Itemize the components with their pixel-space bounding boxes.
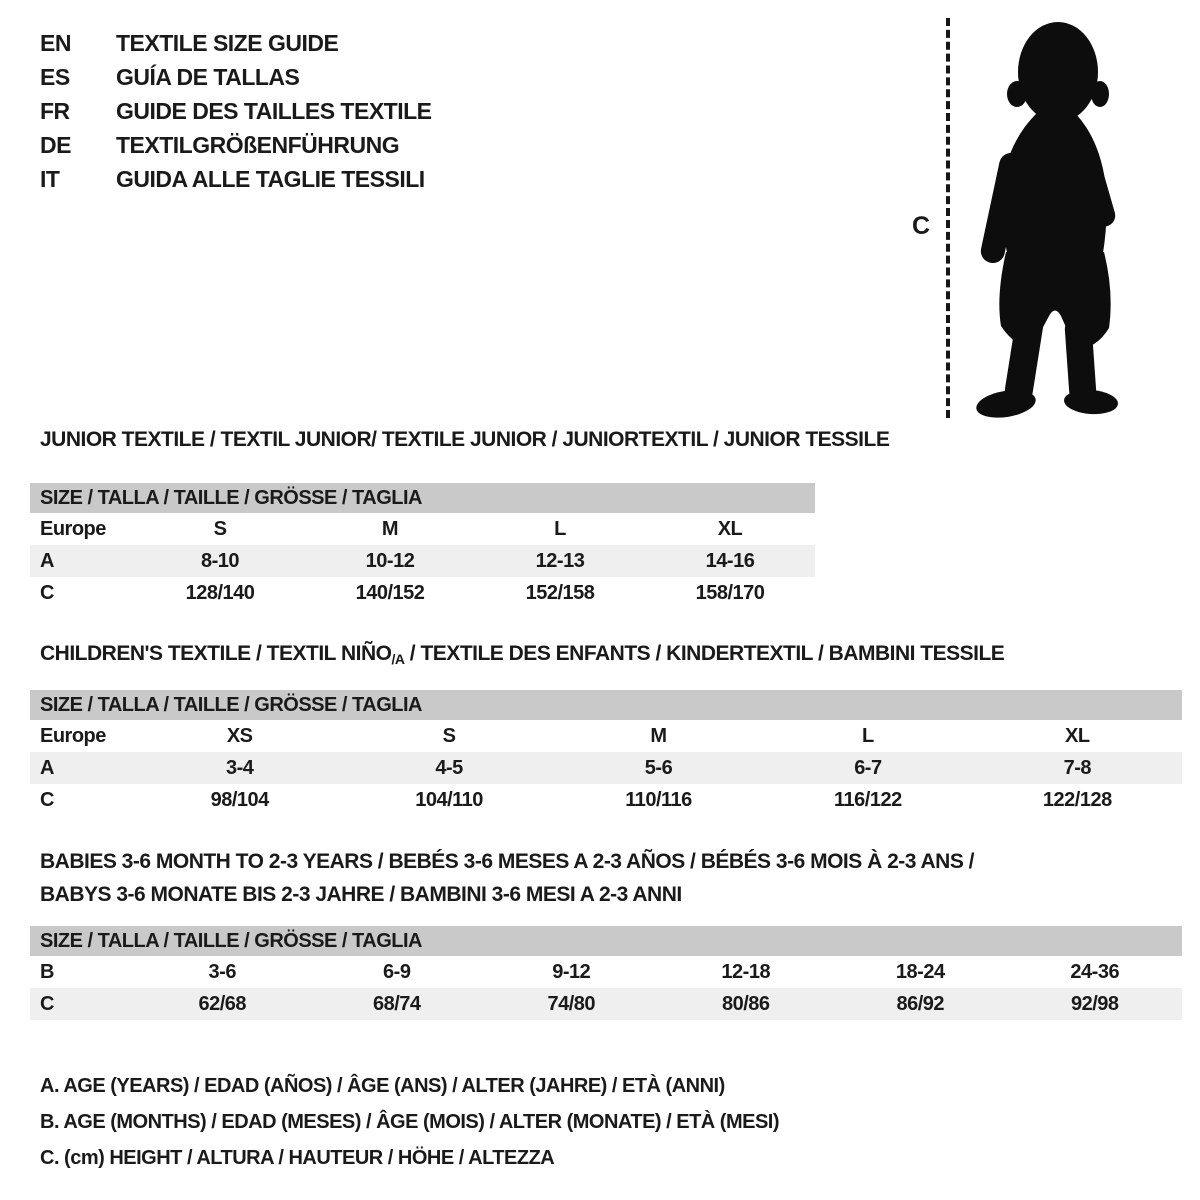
language-code: EN [40, 29, 71, 56]
table-cell: 128/140 [185, 581, 255, 604]
table-cell: 80/86 [721, 992, 770, 1015]
table-row [30, 752, 1182, 784]
children-title-sub: /A [391, 651, 405, 667]
table-cell: M [650, 724, 667, 747]
table-row [30, 720, 1182, 752]
table-cell: 152/158 [525, 581, 595, 604]
table-cell: 7-8 [1063, 756, 1091, 779]
babies-section-title-line2: BABYS 3-6 MONATE BIS 2-3 JAHRE / BAMBINI 3-6 MESI A 2-3 ANNI [40, 883, 682, 906]
table-cell: S [442, 724, 456, 747]
legend-line-b: B. AGE (MONTHS) / EDAD (MESES) / ÂGE (MOIS) / ALTER (MONATE) / ETÀ (MESI) [40, 1110, 780, 1133]
table-cell: 68/74 [372, 992, 421, 1015]
table-cell: L [862, 724, 874, 747]
table-cell: 116/122 [834, 788, 902, 811]
junior-size-table [30, 483, 815, 609]
table-cell: 62/68 [198, 992, 247, 1015]
row-label: C [40, 992, 54, 1015]
table-cell: 10-12 [365, 549, 415, 572]
row-label: A [40, 756, 54, 779]
language-title: GUIDE DES TAILLES TEXTILE [116, 97, 432, 124]
language-row-fr [40, 94, 432, 128]
table-cell: 8-10 [200, 549, 240, 572]
table-row [30, 513, 815, 545]
table-cell: S [213, 517, 227, 540]
table-cell: 92/98 [1070, 992, 1119, 1015]
table-row [30, 956, 1182, 988]
table-cell: XS [226, 724, 253, 747]
table-cell: 122/128 [1042, 788, 1112, 811]
language-code: FR [40, 97, 70, 124]
language-code: ES [40, 63, 70, 90]
row-label: C [40, 788, 54, 811]
language-code: DE [40, 131, 71, 158]
row-label: B [40, 960, 54, 983]
measurement-legend [40, 1068, 779, 1176]
table-cell: 74/80 [547, 992, 596, 1015]
table-row [30, 988, 1182, 1020]
table-cell: 110/116 [625, 788, 692, 811]
legend-line-c: C. (cm) HEIGHT / ALTURA / HAUTEUR / HÖHE / ALTEZZA [40, 1146, 555, 1169]
language-row-en [40, 26, 432, 60]
table-cell: L [554, 517, 566, 540]
language-row-it [40, 162, 432, 196]
toddler-silhouette-icon [960, 14, 1145, 419]
table-cell: M [381, 517, 399, 540]
children-size-header-bar: SIZE / TALLA / TAILLE / GRÖSSE / TAGLIA [30, 690, 1182, 720]
row-label: A [40, 549, 54, 572]
babies-size-table [30, 926, 1182, 1020]
language-title: GUIDA ALLE TAGLIE TESSILI [116, 165, 425, 192]
table-cell: 140/152 [355, 581, 425, 604]
table-cell: 9-12 [552, 960, 591, 983]
table-cell: 14-16 [705, 549, 755, 572]
height-measure-label: C [912, 212, 931, 240]
table-cell: XL [1065, 724, 1090, 747]
table-cell: 98/104 [210, 788, 269, 811]
table-cell: XL [717, 517, 743, 540]
table-cell: 104/110 [415, 788, 483, 811]
language-list [40, 26, 432, 196]
children-size-table [30, 690, 1182, 816]
table-row [30, 545, 815, 577]
language-code: IT [40, 165, 60, 192]
table-cell: 3-4 [225, 756, 254, 779]
table-row [30, 784, 1182, 816]
junior-section-title: JUNIOR TEXTILE / TEXTIL JUNIOR/ TEXTILE JUNIOR / JUNIORTEXTIL / JUNIOR TESSILE [40, 428, 890, 451]
table-cell: 6-7 [854, 756, 882, 779]
row-label: Europe [40, 517, 106, 540]
language-row-es [40, 60, 432, 94]
table-cell: 18-24 [895, 960, 945, 983]
row-label: Europe [40, 724, 106, 747]
language-title: TEXTILE SIZE GUIDE [116, 29, 339, 56]
language-title: TEXTILGRÖßENFÜHRUNG [116, 131, 400, 158]
children-title-post: / TEXTILE DES ENFANTS / KINDERTEXTIL / BAMBINI TESSILE [404, 642, 1005, 665]
height-dashed-line [946, 18, 950, 418]
table-cell: 5-6 [644, 756, 673, 779]
table-cell: 24-36 [1070, 960, 1120, 983]
table-cell: 4-5 [435, 756, 463, 779]
table-cell: 12-13 [535, 549, 585, 572]
table-cell: 158/170 [695, 581, 765, 604]
table-cell: 6-9 [383, 960, 411, 983]
table-row [30, 577, 815, 609]
children-section-title [40, 642, 1004, 667]
babies-section-title-line1: BABIES 3-6 MONTH TO 2-3 YEARS / BEBÉS 3-6 MESES A 2-3 AÑOS / BÉBÉS 3-6 MOIS À 2-3 ANS / [40, 850, 975, 873]
language-row-de [40, 128, 432, 162]
table-cell: 86/92 [896, 992, 945, 1015]
children-title-pre: CHILDREN'S TEXTILE / TEXTIL NIÑO [40, 642, 392, 665]
legend-line-a: A. AGE (YEARS) / EDAD (AÑOS) / ÂGE (ANS) / ALTER (JAHRE) / ETÀ (ANNI) [40, 1074, 725, 1097]
language-title: GUÍA DE TALLAS [116, 63, 300, 90]
junior-size-header-bar: SIZE / TALLA / TAILLE / GRÖSSE / TAGLIA [30, 483, 815, 513]
babies-size-header-bar: SIZE / TALLA / TAILLE / GRÖSSE / TAGLIA [30, 926, 1182, 956]
table-cell: 12-18 [721, 960, 771, 983]
table-cell: 3-6 [208, 960, 236, 983]
row-label: C [40, 581, 54, 604]
